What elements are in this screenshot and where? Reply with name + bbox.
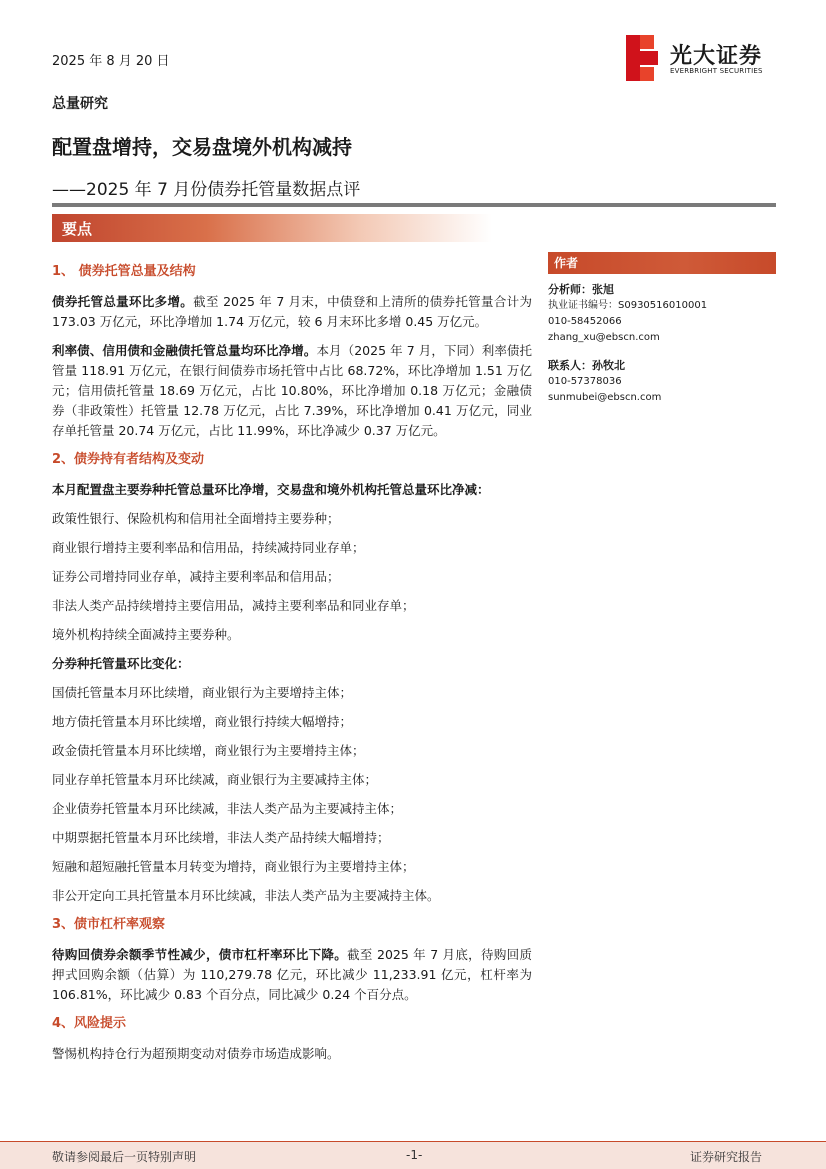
section-3-paragraph	[52, 945, 532, 1005]
report-date: 2025 年 8 月 20 日	[52, 54, 170, 69]
list-item: 非公开定向工具托管量本月环比续减，非法人类产品为主要减持主体。	[52, 888, 440, 903]
section-1-paragraph-1	[52, 292, 532, 332]
analyst-email[interactable]: zhang_xu@ebscn.com	[548, 332, 660, 343]
analyst-name: 分析师：张旭	[548, 283, 614, 296]
section-4-paragraph: 警惕机构持仓行为超预期变动对债券市场造成影响。	[52, 1046, 340, 1061]
para-text: 截至 2025 年 7 月底，待购回质押式回购余额（估算）为 110,279.78 亿元，环比减少 11,233.91 亿元，杠杆率为 106.81%，环比减少 0.83 个百分点，同比减少 0.24 个百分点。	[52, 947, 532, 1002]
section-3-heading: 3、债市杠杆率观察	[52, 917, 166, 932]
logo-text-en: EVERBRIGHT SECURITIES	[670, 67, 763, 75]
title-divider	[52, 203, 776, 207]
list-item: 中期票据托管量本月环比续增，非法人类产品持续大幅增持；	[52, 830, 390, 845]
section-2-lead-2: 分券种托管量环比变化：	[52, 656, 190, 671]
para-text: 本月（2025 年 7 月，下同）利率债托管量 118.91 万亿元，在银行间债券市场托管中占比 68.72%，环比净增加 1.51 万亿元；信用债托管量 18.69 万亿元，占比 10.80%，环比净增加 0.18 万亿元；金融债券（非政策性）托管量 12.78 万亿元，占比 7.39%，环比净增加 0.41 万亿元，同业存单托管量 20.74 万亿元，占比 11.99%，环比净减少 0.37 万亿元。	[52, 343, 532, 438]
author-label: 作者	[548, 252, 776, 274]
list-item: 地方债托管量本月环比续增，商业银行持续大幅增持；	[52, 714, 353, 729]
section-1-heading: 1、 债券托管总量及结构	[52, 264, 196, 279]
contact-phone: 010-57378036	[548, 376, 622, 387]
list-item: 同业存单托管量本月环比续减，商业银行为主要减持主体；	[52, 772, 378, 787]
logo-mark-icon	[626, 35, 662, 81]
section-2-heading: 2、债券持有者结构及变动	[52, 452, 205, 467]
report-category: 总量研究	[52, 96, 108, 112]
everbright-logo	[626, 35, 776, 83]
footer-report-type: 证券研究报告	[690, 1150, 763, 1164]
para-lead-bold: 债券托管总量环比多增。	[52, 294, 194, 309]
list-item: 政策性银行、保险机构和信用社全面增持主要券种；	[52, 511, 340, 526]
main-content	[52, 262, 532, 1073]
footer-disclaimer: 敬请参阅最后一页特别声明	[52, 1150, 197, 1164]
page-number: -1-	[406, 1148, 423, 1162]
para-lead-bold: 利率债、信用债和金融债托管总量均环比净增。	[52, 343, 317, 358]
section-2-lead: 本月配置盘主要券种托管总量环比净增，交易盘和境外机构托管总量环比净减：	[52, 482, 490, 497]
list-item: 短融和超短融托管量本月转变为增持，商业银行为主要增持主体；	[52, 859, 415, 874]
section-1-paragraph-2	[52, 341, 532, 441]
section-4-heading: 4、风险提示	[52, 1016, 127, 1031]
report-title: 配置盘增持，交易盘境外机构减持	[52, 135, 352, 159]
report-subtitle: ——2025 年 7 月份债券托管量数据点评	[52, 180, 361, 200]
list-item: 企业债券托管量本月环比续减，非法人类产品为主要减持主体；	[52, 801, 403, 816]
list-item: 政金债托管量本月环比续增，商业银行为主要增持主体；	[52, 743, 365, 758]
logo-text-cn: 光大证券	[670, 44, 763, 69]
para-lead-bold: 待购回债券余额季节性减少，债市杠杆率环比下降。	[52, 947, 348, 962]
contact-name: 联系人：孙牧北	[548, 359, 625, 372]
analyst-license: 执业证书编号：S0930516010001	[548, 300, 708, 311]
keypoints-banner	[52, 214, 492, 242]
list-item: 商业银行增持主要利率品和信用品，持续减持同业存单；	[52, 540, 365, 555]
para-text: 截至 2025 年 7 月末，中债登和上清所的债券托管量合计为 173.03 万亿元，环比净增加 1.74 万亿元，较 6 月末环比多增 0.45 万亿元。	[52, 294, 532, 329]
keypoints-label: 要点	[62, 220, 93, 238]
list-item: 境外机构持续全面减持主要券种。	[52, 627, 240, 642]
list-item: 证券公司增持同业存单，减持主要利率品和信用品；	[52, 569, 340, 584]
author-sidebar	[548, 252, 776, 406]
list-item: 非法人类产品持续增持主要信用品，减持主要利率品和同业存单；	[52, 598, 415, 613]
contact-email[interactable]: sunmubei@ebscn.com	[548, 392, 662, 403]
analyst-phone: 010-58452066	[548, 316, 622, 327]
list-item: 国债托管量本月环比续增，商业银行为主要增持主体；	[52, 685, 353, 700]
